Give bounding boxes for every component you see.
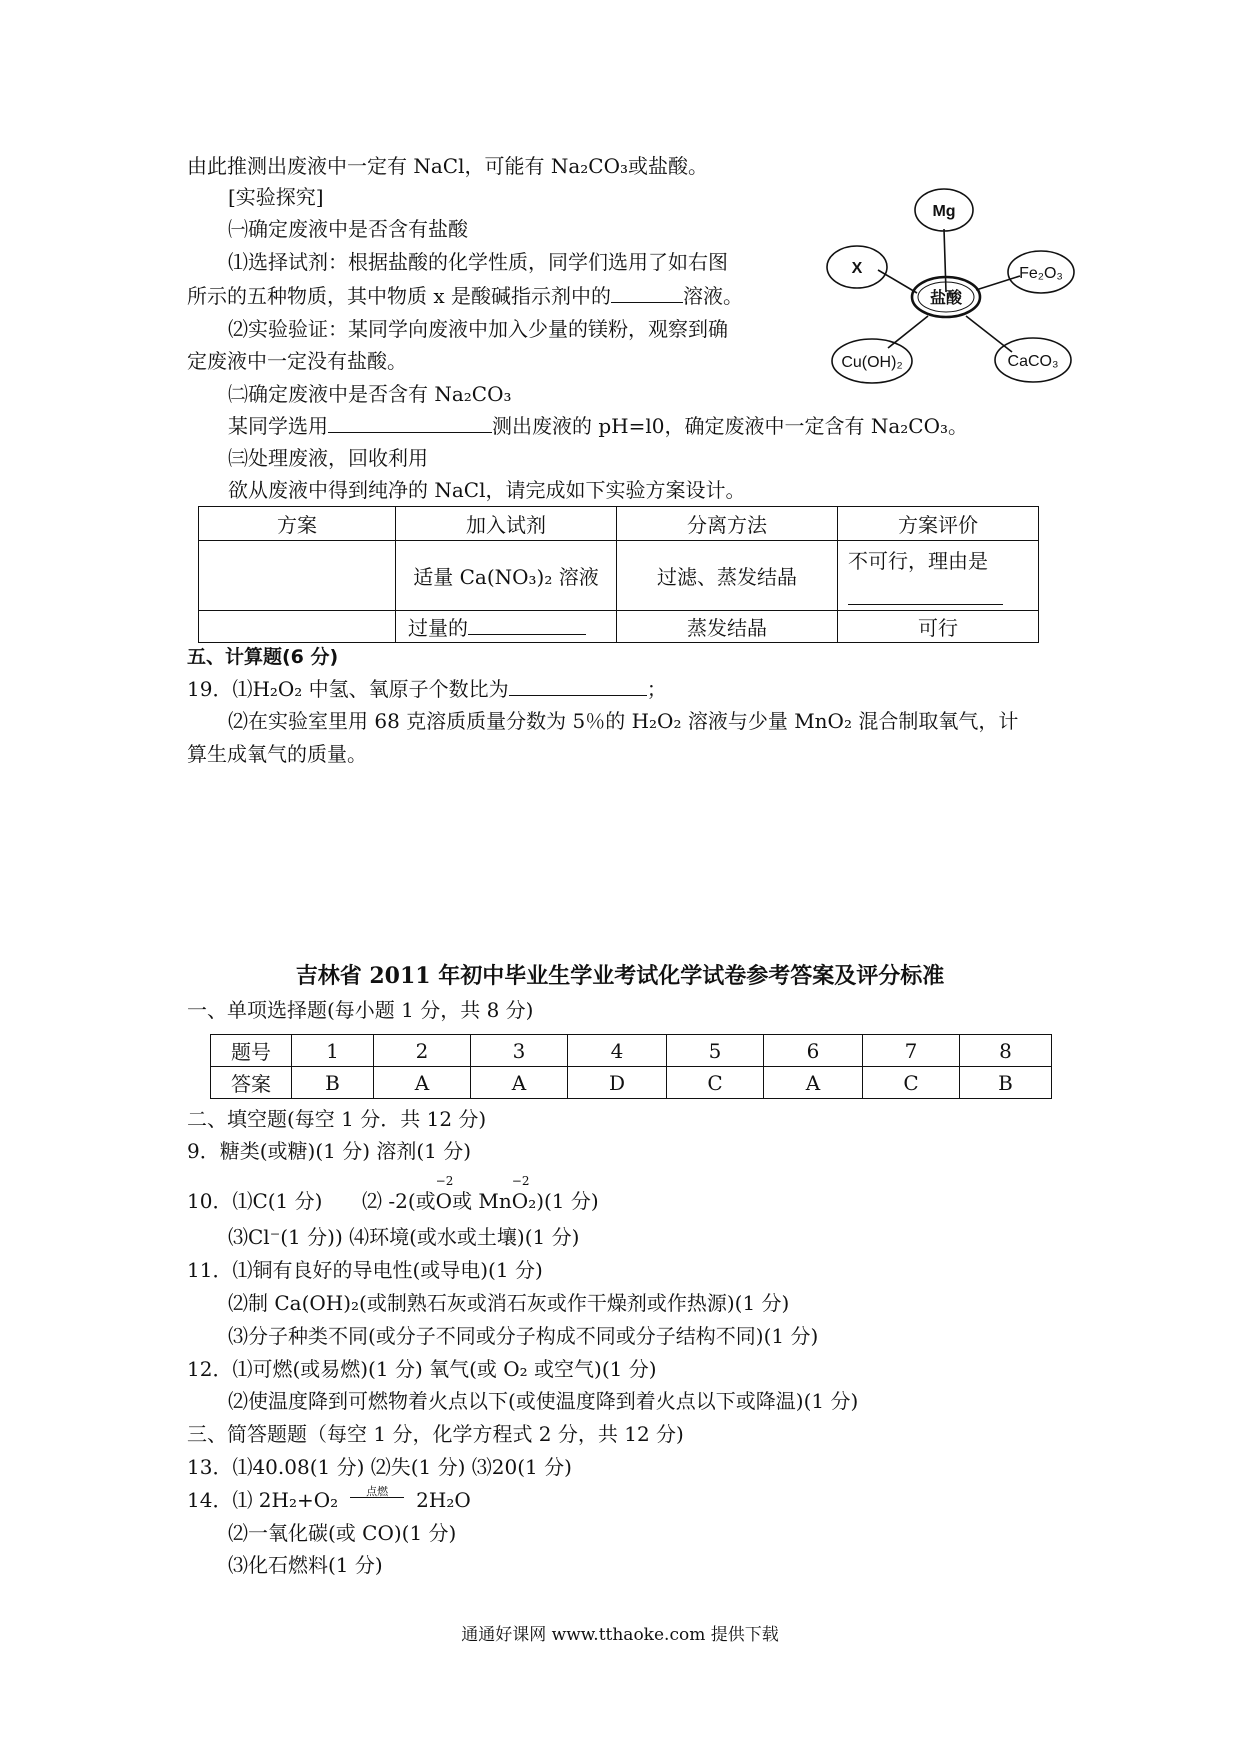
- table-cell: 3: [471, 1035, 568, 1067]
- table-cell: A: [374, 1067, 471, 1099]
- answer-line: 13．⑴40.08(1 分) ⑵失(1 分) ⑶20(1 分): [187, 1455, 572, 1479]
- evaluation-text: 不可行，理由是: [848, 549, 988, 573]
- table-cell: B: [960, 1067, 1052, 1099]
- charge-label: −2: [511, 1174, 530, 1188]
- answer-line: [187, 1486, 471, 1514]
- text-segment: O: [435, 1189, 453, 1213]
- text-line: ㈠确定废液中是否含有盐酸: [228, 217, 468, 241]
- text-segment: 某同学选用: [228, 414, 328, 438]
- answer-table: [210, 1034, 1052, 1099]
- answer-line: 11．⑴铜有良好的导电性(或导电)(1 分): [187, 1258, 543, 1282]
- table-cell: 6: [764, 1035, 863, 1067]
- text-line: 由此推测出废液中一定有 NaCl，可能有 Na₂CO₃或盐酸。: [187, 154, 708, 178]
- reaction-condition: 点燃: [366, 1485, 389, 1498]
- reaction-arrow: [346, 1487, 408, 1507]
- answer-line: ⑵一氧化碳(或 CO)(1 分): [228, 1521, 457, 1545]
- reagent-text: 过量的: [408, 616, 468, 640]
- answer-line: ⑶化石燃料(1 分): [228, 1553, 383, 1577]
- answer-line: ⑶Cl⁻(1 分)) ⑷环境(或水或土壤)(1 分): [228, 1225, 580, 1249]
- hydrochloric-acid-diagram: [820, 180, 1090, 390]
- section-heading: 一、单项选择题(每小题 1 分，共 8 分): [187, 998, 534, 1022]
- row-label: 答案: [211, 1067, 292, 1099]
- node-fe2o3: Fe₂O₃: [1019, 265, 1063, 282]
- section-title: 五、计算题(6 分): [187, 646, 339, 668]
- table-cell: C: [667, 1067, 764, 1099]
- text-segment: O: [511, 1189, 529, 1213]
- text-segment: ₂)(1 分): [528, 1189, 599, 1213]
- table-cell: 8: [960, 1035, 1052, 1067]
- table-cell: A: [471, 1067, 568, 1099]
- text-segment: 14．⑴ 2H₂+O₂: [187, 1488, 339, 1512]
- question-19b: ⑵在实验室里用 68 克溶质质量分数为 5％的 H₂O₂ 溶液与少量 MnO₂ 混合制取氧气，计: [228, 709, 1019, 733]
- table-cell: C: [863, 1067, 960, 1099]
- reaction-line: [350, 1497, 404, 1498]
- text-line: ㈢处理废液，回收利用: [228, 446, 428, 470]
- experiment-plan-table: [198, 506, 1039, 643]
- text-line: ⑴选择试剂：根据盐酸的化学性质，同学们选用了如右图: [228, 250, 728, 274]
- table-header: 分离方法: [617, 507, 838, 541]
- text-line: [228, 412, 968, 440]
- table-cell: 7: [863, 1035, 960, 1067]
- table-cell: [838, 541, 1039, 611]
- answer-blank[interactable]: [611, 282, 683, 303]
- node-x: X: [851, 260, 863, 277]
- question-19c: 算生成氧气的质量。: [187, 742, 367, 766]
- answer-line: 9．糖类(或糖)(1 分) 溶剂(1 分): [187, 1139, 472, 1163]
- section-heading: 二、填空题(每空 1 分．共 12 分): [187, 1107, 487, 1131]
- table-cell: 适量 Ca(NO₃)₂ 溶液: [396, 541, 617, 611]
- text-segment: 测出废液的 pH=l0，确定废液中一定含有 Na₂CO₃。: [492, 414, 968, 438]
- question-19a: [187, 675, 667, 703]
- answers-title: 吉林省 2011 年初中毕业生学业考试化学试卷参考答案及评分标准: [295, 963, 945, 989]
- node-caco3: CaCO₃: [1007, 353, 1059, 370]
- answer-line: ⑵制 Ca(OH)₂(或制熟石灰或消石灰或作干燥剂或作热源)(1 分): [228, 1291, 790, 1315]
- answer-line: ⑶分子种类不同(或分子不同或分子构成不同或分子结构不同)(1 分): [228, 1324, 819, 1348]
- table-cell: A: [764, 1067, 863, 1099]
- table-cell: B: [292, 1067, 374, 1099]
- answer-line: [362, 1174, 599, 1215]
- text-segment: 或 Mn: [452, 1189, 512, 1213]
- answer-blank[interactable]: [509, 675, 647, 696]
- table-cell: 1: [292, 1035, 374, 1067]
- table-cell: 4: [568, 1035, 667, 1067]
- text-segment: 19．⑴H₂O₂ 中氢、氧原子个数比为: [187, 677, 509, 701]
- text-segment: 2H₂O: [416, 1488, 471, 1512]
- table-cell[interactable]: [199, 541, 396, 611]
- answer-line: ⑵使温度降到可燃物着火点以下(或使温度降到着火点以下或降温)(1 分): [228, 1389, 859, 1413]
- oxygen-with-charge: [435, 1174, 454, 1215]
- table-cell: D: [568, 1067, 667, 1099]
- table-header: 方案评价: [838, 507, 1039, 541]
- text-line: [实验探究]: [228, 185, 324, 209]
- answer-line: 12．⑴可燃(或易燃)(1 分) 氧气(或 O₂ 或空气)(1 分): [187, 1357, 657, 1381]
- footer-text: 通通好课网 www.tthaoke.com 提供下载: [461, 1625, 779, 1645]
- text-line: ㈡确定废液中是否含有 Na₂CO₃: [228, 382, 512, 406]
- answer-line: 10．⑴C(1 分): [187, 1189, 323, 1213]
- text-line: [187, 282, 743, 310]
- text-segment: ；: [646, 677, 667, 701]
- section-heading: 三、简答题题（每空 1 分，化学方程式 2 分，共 12 分): [187, 1422, 684, 1446]
- table-cell: 5: [667, 1035, 764, 1067]
- table-cell: 过滤、蒸发结晶: [617, 541, 838, 611]
- node-cuoh2: Cu(OH)₂: [841, 354, 903, 371]
- text-line: ⑵实验验证：某同学向废液中加入少量的镁粉，观察到确: [228, 317, 728, 341]
- text-segment: 溶液。: [683, 284, 743, 308]
- table-cell: 可行: [838, 611, 1039, 643]
- answer-blank[interactable]: [468, 614, 586, 635]
- table-header: 方案: [199, 507, 396, 541]
- text-segment: 所示的五种物质，其中物质 x 是酸碱指示剂中的: [187, 284, 611, 308]
- oxygen-with-charge: [511, 1174, 530, 1215]
- text-line: 欲从废液中得到纯净的 NaCl，请完成如下实验方案设计。: [228, 478, 746, 502]
- table-cell[interactable]: [199, 611, 396, 643]
- table-cell: 2: [374, 1035, 471, 1067]
- text-line: 定废液中一定没有盐酸。: [187, 349, 407, 373]
- table-header: 加入试剂: [396, 507, 617, 541]
- row-label: 题号: [211, 1035, 292, 1067]
- table-cell: [396, 611, 617, 643]
- table-cell: 蒸发结晶: [617, 611, 838, 643]
- node-mg: Mg: [932, 203, 956, 220]
- node-center: 盐酸: [929, 290, 963, 307]
- answer-blank[interactable]: [328, 412, 492, 433]
- answer-blank[interactable]: [848, 584, 1003, 605]
- text-segment: ⑵ -2(或: [362, 1189, 436, 1213]
- charge-label: −2: [435, 1174, 454, 1188]
